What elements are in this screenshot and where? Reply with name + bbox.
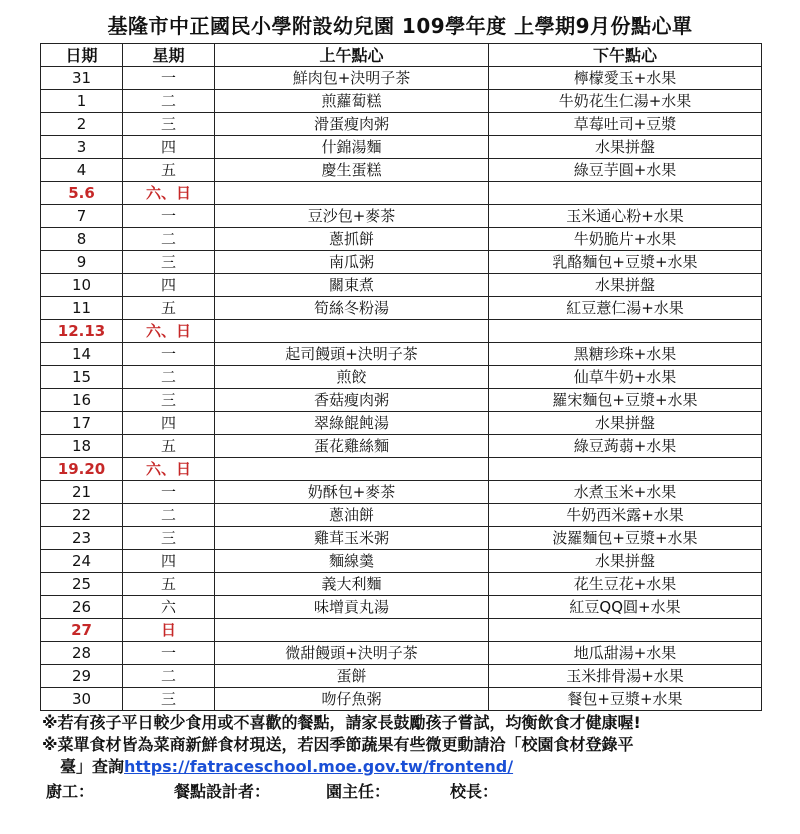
morning-snack-cell: 什錦湯麵 <box>215 136 489 159</box>
weekday-cell: 一 <box>123 205 215 228</box>
date-cell: 14 <box>41 343 123 366</box>
table-row <box>41 550 762 573</box>
date-cell: 18 <box>41 435 123 458</box>
date-cell: 29 <box>41 665 123 688</box>
holiday-row <box>41 458 762 481</box>
morning-snack-cell <box>215 182 489 205</box>
weekday-cell: 二 <box>123 504 215 527</box>
morning-snack-cell: 蔥抓餅 <box>215 228 489 251</box>
weekday-cell: 日 <box>123 619 215 642</box>
chef-label: 廚工： <box>46 782 95 801</box>
weekday-cell: 五 <box>123 573 215 596</box>
morning-snack-cell <box>215 619 489 642</box>
date-cell: 27 <box>41 619 123 642</box>
afternoon-snack-cell <box>489 320 762 343</box>
afternoon-snack-cell: 黑糖珍珠+水果 <box>489 343 762 366</box>
table-body <box>41 67 762 711</box>
designer-label: 餐點設計者： <box>174 782 271 801</box>
holiday-row <box>41 320 762 343</box>
date-cell: 10 <box>41 274 123 297</box>
date-cell: 26 <box>41 596 123 619</box>
table-row <box>41 67 762 90</box>
date-cell: 30 <box>41 688 123 711</box>
page-title: 基隆市中正國民小學附設幼兒園 109學年度 上學期9月份點心單 <box>107 14 693 38</box>
morning-snack-cell: 吻仔魚粥 <box>215 688 489 711</box>
weekday-cell: 一 <box>123 481 215 504</box>
director-label: 園主任： <box>326 782 391 801</box>
header-afternoon-snack: 下午點心 <box>489 44 762 67</box>
note-line: ※若有孩子平日較少食用或不喜歡的餐點，請家長鼓勵孩子嘗試，均衡飲食才健康喔! <box>42 713 641 732</box>
date-cell: 8 <box>41 228 123 251</box>
table-row <box>41 435 762 458</box>
afternoon-snack-cell: 水果拼盤 <box>489 274 762 297</box>
holiday-row <box>41 619 762 642</box>
morning-snack-cell: 雞茸玉米粥 <box>215 527 489 550</box>
afternoon-snack-cell: 地瓜甜湯+水果 <box>489 642 762 665</box>
afternoon-snack-cell: 水果拼盤 <box>489 412 762 435</box>
date-cell: 11 <box>41 297 123 320</box>
principal-label: 校長： <box>450 782 499 801</box>
note-line <box>42 756 758 778</box>
table-row <box>41 228 762 251</box>
afternoon-snack-cell: 牛奶花生仁湯+水果 <box>489 90 762 113</box>
table-row <box>41 481 762 504</box>
morning-snack-cell: 奶酥包+麥茶 <box>215 481 489 504</box>
holiday-row <box>41 182 762 205</box>
morning-snack-cell: 義大利麵 <box>215 573 489 596</box>
snack-menu-table <box>40 43 762 711</box>
table-row <box>41 389 762 412</box>
weekday-cell: 三 <box>123 688 215 711</box>
table-row <box>41 205 762 228</box>
table-row <box>41 527 762 550</box>
date-cell: 16 <box>41 389 123 412</box>
morning-snack-cell: 起司饅頭+決明子茶 <box>215 343 489 366</box>
table-header-row <box>41 44 762 67</box>
weekday-cell: 三 <box>123 527 215 550</box>
weekday-cell: 六、日 <box>123 458 215 481</box>
weekday-cell: 六 <box>123 596 215 619</box>
afternoon-snack-cell: 花生豆花+水果 <box>489 573 762 596</box>
note-line: ※菜單食材皆為菜商新鮮食材現送，若因季節蔬果有些微更動請洽「校園食材登錄平 <box>42 735 634 754</box>
afternoon-snack-cell <box>489 458 762 481</box>
table-row <box>41 136 762 159</box>
morning-snack-cell: 香菇瘦肉粥 <box>215 389 489 412</box>
header-morning-snack: 上午點心 <box>215 44 489 67</box>
header-date: 日期 <box>41 44 123 67</box>
morning-snack-cell: 關東煮 <box>215 274 489 297</box>
date-cell: 22 <box>41 504 123 527</box>
table-row <box>41 366 762 389</box>
date-cell: 31 <box>41 67 123 90</box>
date-cell: 2 <box>41 113 123 136</box>
afternoon-snack-cell: 仙草牛奶+水果 <box>489 366 762 389</box>
afternoon-snack-cell: 波羅麵包+豆漿+水果 <box>489 527 762 550</box>
table-row <box>41 665 762 688</box>
table-row <box>41 297 762 320</box>
fatraceschool-link[interactable]: https://fatraceschool.moe.gov.tw/frontend/ <box>124 757 514 776</box>
morning-snack-cell <box>215 458 489 481</box>
table-row <box>41 343 762 366</box>
table-row <box>41 274 762 297</box>
date-cell: 28 <box>41 642 123 665</box>
morning-snack-cell: 南瓜粥 <box>215 251 489 274</box>
table-row <box>41 159 762 182</box>
morning-snack-cell: 慶生蛋糕 <box>215 159 489 182</box>
table-row <box>41 90 762 113</box>
morning-snack-cell: 麵線羹 <box>215 550 489 573</box>
morning-snack-cell: 煎蘿蔔糕 <box>215 90 489 113</box>
date-cell: 25 <box>41 573 123 596</box>
date-cell: 9 <box>41 251 123 274</box>
date-cell: 24 <box>41 550 123 573</box>
afternoon-snack-cell: 紅豆QQ圓+水果 <box>489 596 762 619</box>
note-text: 臺」查詢 <box>60 757 125 776</box>
morning-snack-cell: 翠綠餛飩湯 <box>215 412 489 435</box>
morning-snack-cell <box>215 320 489 343</box>
date-cell: 5.6 <box>41 182 123 205</box>
weekday-cell: 六、日 <box>123 320 215 343</box>
weekday-cell: 三 <box>123 389 215 412</box>
morning-snack-cell: 筍絲冬粉湯 <box>215 297 489 320</box>
table-row <box>41 412 762 435</box>
morning-snack-cell: 味增貢丸湯 <box>215 596 489 619</box>
date-cell: 4 <box>41 159 123 182</box>
weekday-cell: 一 <box>123 67 215 90</box>
afternoon-snack-cell: 牛奶脆片+水果 <box>489 228 762 251</box>
table-row <box>41 504 762 527</box>
morning-snack-cell: 蛋花雞絲麵 <box>215 435 489 458</box>
header-weekday: 星期 <box>123 44 215 67</box>
morning-snack-cell: 蔥油餅 <box>215 504 489 527</box>
afternoon-snack-cell: 水煮玉米+水果 <box>489 481 762 504</box>
date-cell: 21 <box>41 481 123 504</box>
weekday-cell: 四 <box>123 550 215 573</box>
table-row <box>41 642 762 665</box>
table-row <box>41 573 762 596</box>
afternoon-snack-cell: 羅宋麵包+豆漿+水果 <box>489 389 762 412</box>
weekday-cell: 四 <box>123 412 215 435</box>
afternoon-snack-cell: 牛奶西米露+水果 <box>489 504 762 527</box>
weekday-cell: 四 <box>123 274 215 297</box>
table-row <box>41 688 762 711</box>
afternoon-snack-cell: 檸檬愛玉+水果 <box>489 67 762 90</box>
weekday-cell: 五 <box>123 159 215 182</box>
morning-snack-cell: 豆沙包+麥茶 <box>215 205 489 228</box>
weekday-cell: 四 <box>123 136 215 159</box>
weekday-cell: 五 <box>123 435 215 458</box>
date-cell: 7 <box>41 205 123 228</box>
weekday-cell: 二 <box>123 90 215 113</box>
table-row <box>41 251 762 274</box>
afternoon-snack-cell: 水果拼盤 <box>489 136 762 159</box>
date-cell: 19.20 <box>41 458 123 481</box>
weekday-cell: 二 <box>123 228 215 251</box>
weekday-cell: 一 <box>123 642 215 665</box>
date-cell: 23 <box>41 527 123 550</box>
afternoon-snack-cell: 餐包+豆漿+水果 <box>489 688 762 711</box>
weekday-cell: 一 <box>123 343 215 366</box>
morning-snack-cell: 煎餃 <box>215 366 489 389</box>
morning-snack-cell: 微甜饅頭+決明子茶 <box>215 642 489 665</box>
weekday-cell: 五 <box>123 297 215 320</box>
date-cell: 12.13 <box>41 320 123 343</box>
table-row <box>41 596 762 619</box>
date-cell: 17 <box>41 412 123 435</box>
weekday-cell: 六、日 <box>123 182 215 205</box>
afternoon-snack-cell: 乳酪麵包+豆漿+水果 <box>489 251 762 274</box>
morning-snack-cell: 滑蛋瘦肉粥 <box>215 113 489 136</box>
afternoon-snack-cell: 綠豆蒟蒻+水果 <box>489 435 762 458</box>
notes <box>42 712 758 778</box>
date-cell: 1 <box>41 90 123 113</box>
afternoon-snack-cell: 紅豆薏仁湯+水果 <box>489 297 762 320</box>
afternoon-snack-cell: 玉米排骨湯+水果 <box>489 665 762 688</box>
afternoon-snack-cell: 綠豆芋圓+水果 <box>489 159 762 182</box>
weekday-cell: 二 <box>123 366 215 389</box>
afternoon-snack-cell: 草莓吐司+豆漿 <box>489 113 762 136</box>
morning-snack-cell: 蛋餅 <box>215 665 489 688</box>
date-cell: 15 <box>41 366 123 389</box>
afternoon-snack-cell <box>489 182 762 205</box>
morning-snack-cell: 鮮肉包+決明子茶 <box>215 67 489 90</box>
weekday-cell: 二 <box>123 665 215 688</box>
afternoon-snack-cell: 玉米通心粉+水果 <box>489 205 762 228</box>
weekday-cell: 三 <box>123 113 215 136</box>
weekday-cell: 三 <box>123 251 215 274</box>
afternoon-snack-cell <box>489 619 762 642</box>
afternoon-snack-cell: 水果拼盤 <box>489 550 762 573</box>
date-cell: 3 <box>41 136 123 159</box>
table-row <box>41 113 762 136</box>
